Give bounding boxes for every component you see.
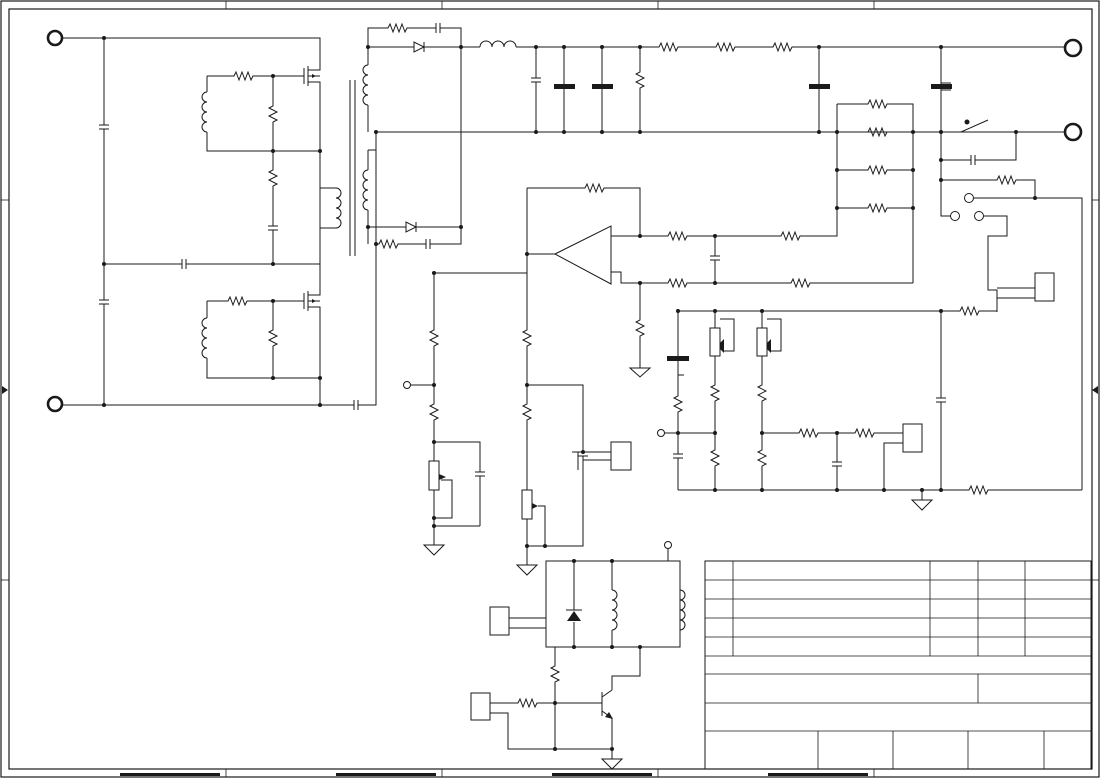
output-electrolytic-3 — [809, 84, 830, 89]
junction-dot — [318, 149, 322, 153]
ground-symbol — [517, 565, 537, 575]
junction-dot — [817, 130, 821, 134]
junction-dot — [676, 309, 680, 313]
rectifier-diode-bottom — [406, 222, 416, 232]
upper-mosfet[interactable] — [304, 66, 320, 151]
junction-dot — [610, 645, 614, 649]
center-mark-right — [1092, 386, 1098, 394]
ground-symbol — [424, 545, 444, 555]
junction-dot — [882, 488, 886, 492]
junction-dot — [366, 225, 370, 229]
junction-dot — [374, 130, 378, 134]
ground-symbol — [602, 759, 622, 769]
output-terminal-positive[interactable] — [1065, 40, 1081, 56]
junction-dot — [525, 544, 529, 548]
junction-dot — [1014, 130, 1018, 134]
reference-trimmer[interactable] — [429, 461, 439, 490]
snubber-cap-bottom — [426, 239, 430, 249]
junction-dot — [939, 45, 943, 49]
junction-dot — [271, 299, 275, 303]
junction-dot — [713, 234, 717, 238]
junction-dot — [911, 130, 915, 134]
junction-dot — [835, 488, 839, 492]
junction-dot — [939, 158, 943, 162]
junction-dot — [271, 149, 275, 153]
junction-dot — [366, 45, 370, 49]
junction-dot — [572, 645, 576, 649]
ground-symbol — [912, 500, 932, 510]
sheet-frame — [1, 1, 1099, 777]
output-cap-small — [531, 47, 541, 132]
junction-dot — [271, 262, 275, 266]
junction-dot — [102, 262, 106, 266]
bottom-border-ticks — [120, 773, 868, 776]
junction-dot — [432, 440, 436, 444]
junction-dot — [939, 130, 943, 134]
coupling-capacitor — [182, 259, 186, 269]
y-capacitor — [354, 400, 358, 410]
junction-dot — [835, 431, 839, 435]
junction-dot — [638, 234, 642, 238]
junction-dot — [432, 524, 436, 528]
input-capacitor-top — [99, 125, 109, 129]
junction-dot — [432, 271, 436, 275]
drive-connector[interactable] — [903, 424, 922, 452]
junction-dot — [610, 559, 614, 563]
junction-dot — [562, 130, 566, 134]
junction-dot — [911, 168, 915, 172]
upper-gate-drive — [202, 66, 320, 264]
lower-mosfet[interactable] — [304, 264, 320, 405]
junction-dot — [713, 488, 717, 492]
output-terminal-negative[interactable] — [1065, 124, 1081, 140]
junction-dot — [318, 403, 322, 407]
control-trimmer-1[interactable] — [710, 328, 720, 356]
junction-dot — [835, 206, 839, 210]
feedback-trimmer[interactable] — [522, 490, 532, 519]
junction-dot — [817, 45, 821, 49]
junction-dot — [939, 309, 943, 313]
junction-dot — [610, 747, 614, 751]
reference-divider — [404, 273, 486, 555]
shunt-resistor-bank — [837, 100, 913, 283]
junction-dot — [553, 747, 557, 751]
junction-dot — [939, 178, 943, 182]
rectifier-diode-top — [414, 42, 424, 52]
junction-dot — [459, 225, 463, 229]
relay-supply-point[interactable] — [665, 542, 672, 549]
junction-dot — [525, 383, 529, 387]
snubber-cap-top — [436, 23, 440, 33]
junction-dot — [638, 281, 642, 285]
input-section — [48, 31, 320, 411]
control-network — [658, 273, 1083, 510]
junction-dot — [432, 383, 436, 387]
junction-dot — [534, 130, 538, 134]
junction-dot — [271, 376, 275, 380]
junction-dot — [534, 45, 538, 49]
op-amp[interactable] — [555, 226, 611, 284]
junction-dots — [102, 36, 1037, 751]
junction-dot — [939, 488, 943, 492]
lower-gate-drive — [202, 151, 320, 405]
junction-dot — [638, 130, 642, 134]
input-terminal-negative[interactable] — [48, 397, 62, 411]
junction-dot — [600, 45, 604, 49]
junction-dot — [562, 45, 566, 49]
junction-dot — [920, 488, 924, 492]
error-amplifier — [434, 184, 913, 377]
junction-dot — [713, 431, 717, 435]
junction-dot — [760, 309, 764, 313]
junction-dot — [760, 431, 764, 435]
junction-dot — [102, 36, 106, 40]
junction-dot — [835, 168, 839, 172]
input-terminal-positive[interactable] — [48, 31, 62, 45]
center-mark-left — [2, 386, 8, 394]
junction-dot — [572, 559, 576, 563]
junction-dot — [713, 281, 717, 285]
flyback-diode — [567, 611, 581, 621]
zone-ticks — [1, 1, 1099, 777]
sense-connector[interactable] — [1035, 273, 1054, 301]
junction-dot — [638, 45, 642, 49]
driver-transistor[interactable] — [602, 690, 613, 719]
upper-snubber-cap — [268, 226, 278, 230]
junction-dot — [911, 206, 915, 210]
output-electrolytic-1 — [554, 84, 575, 89]
junction-dot — [760, 488, 764, 492]
junction-dot — [676, 431, 680, 435]
control-test-point[interactable] — [658, 430, 665, 437]
junction-dot — [543, 544, 547, 548]
junction-dot — [525, 252, 529, 256]
junction-dot — [553, 701, 557, 705]
input-capacitor-bottom — [99, 300, 109, 304]
junction-dot — [581, 450, 585, 454]
junction-dot — [432, 516, 436, 520]
ground-symbol — [630, 368, 650, 377]
optocoupler-connector[interactable] — [611, 442, 631, 470]
junction-dot — [600, 130, 604, 134]
control-trimmer-2[interactable] — [757, 328, 767, 356]
junction-dot — [271, 74, 275, 78]
junction-dot — [318, 376, 322, 380]
junction-dot — [1033, 196, 1037, 200]
feedback-column — [517, 273, 631, 575]
driver-input-connector[interactable] — [471, 693, 490, 720]
output-electrolytic-4 — [931, 84, 952, 89]
junction-dot — [102, 403, 106, 407]
junction-dot — [638, 645, 642, 649]
reference-test-point[interactable] — [404, 382, 411, 389]
relay-connector[interactable] — [490, 607, 509, 635]
output-switch[interactable] — [941, 120, 1082, 491]
junction-dot — [459, 45, 463, 49]
junction-dot — [835, 130, 839, 134]
output-electrolytic-2 — [592, 84, 613, 89]
title-block — [705, 561, 1091, 769]
junction-dot — [713, 309, 717, 313]
output-rectifier — [368, 23, 1081, 249]
relay-driver — [471, 542, 685, 770]
timing-electrolytic — [667, 356, 689, 361]
junction-dot — [374, 242, 378, 246]
